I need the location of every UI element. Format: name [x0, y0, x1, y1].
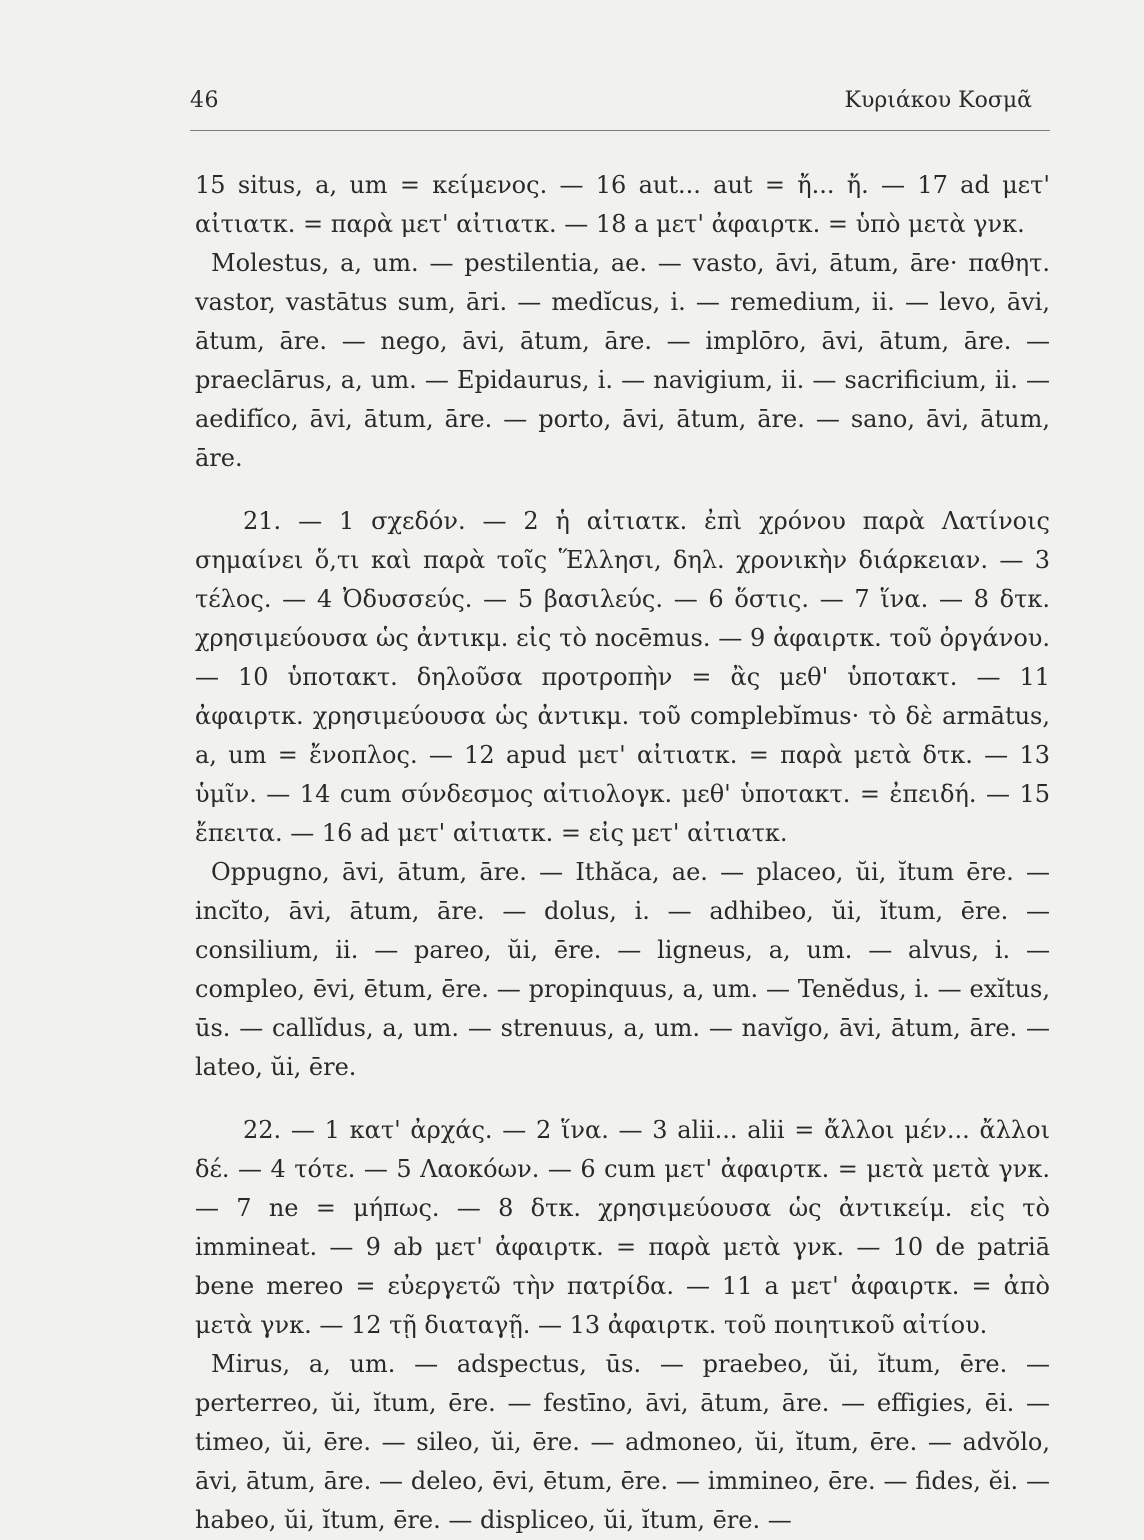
section-number: 21.: [243, 507, 282, 535]
vocabulary-paragraph: Mirus, a, um. — adspectus, ūs. — praebeo, ŭi, ĭtum, ēre. — perterreo, ŭi, ĭtum, ēre. — festīno, āvi, ātum, āre. — effigies, ēi. — timeo, ŭi, ēre. — sileo, ŭi, ēre. — admoneo, ŭi, ĭtum, ēre. — advŏlo, āvi, ātum, āre. — deleo, ēvi, ētum, ēre. — immineo, ēre. — fides, ĕi. — habeo, ŭi, ĭtum, ēre. — displiceo, ŭi, ĭtum, ēre. —: [195, 1350, 1050, 1534]
running-head-author: Κυριάκου Κοσμᾶ: [844, 88, 1032, 113]
page-number: 46: [190, 88, 219, 113]
header-rule: [190, 130, 1050, 131]
section-number: 22.: [243, 1116, 282, 1144]
section-22-notes: [195, 1111, 1050, 1345]
paragraph-continuation: 15 situs, a, um = κείμενος. — 16 aut... aut = ἤ... ἤ. — 17 ad μετ' αἰτιατκ. = παρὰ μετ' αἰτιατκ. — 18 a μετ' ἀφαιρτκ. = ὑπὸ μετὰ γνκ.: [195, 171, 1050, 238]
vocabulary-paragraph: Oppugno, āvi, ātum, āre. — Ithăca, ae. — placeo, ŭi, ĭtum ēre. — incĭto, āvi, ātum, āre. — dolus, i. — adhibeo, ŭi, ĭtum, ēre. — consilium, ii. — pareo, ŭi, ēre. — ligneus, a, um. — alvus, i. — compleo, ēvi, ētum, ēre. — propinquus, a, um. — Tenĕdus, i. — exĭtus, ūs. — callĭdus, a, um. — strenuus, a, um. — navĭgo, āvi, ātum, āre. — lateo, ŭi, ēre.: [195, 858, 1050, 1081]
running-head: [190, 88, 1050, 122]
page-body: [195, 166, 1050, 1540]
section-notes-text: — 1 σχεδόν. — 2 ἡ αἰτιατκ. ἐπὶ χρόνου παρὰ Λατίνοις σημαίνει ὅ,τι καὶ παρὰ τοῖς Ἕλλησι, δηλ. χρονικὴν διάρκειαν. — 3 τέλος. — 4 Ὀδυσσεύς. — 5 βασιλεύς. — 6 ὅστις. — 7 ἵνα. — 8 δτκ. χρησιμεύουσα ὡς ἀντικμ. εἰς τὸ nocēmus. — 9 ἀφαιρτκ. τοῦ ὀργάνου. — 10 ὑποτακτ. δηλοῦσα προτροπὴν = ἂς μεθ' ὑποτακτ. — 11 ἀφαιρτκ. χρησιμεύουσα ὡς ἀντικμ. τοῦ complebĭmus· τὸ δὲ armātus, a, um = ἔνοπλος. — 12 apud μετ' αἰτιατκ. = παρὰ μετὰ δτκ. — 13 ὑμῖν. — 14 cum σύνδεσμος αἰτιολογκ. μεθ' ὑποτακτ. = ἐπειδή. — 15 ἔπειτα. — 16 ad μετ' αἰτιατκ. = εἰς μετ' αἰτιατκ.: [195, 507, 1050, 847]
section-21-notes: [195, 502, 1050, 853]
section-notes-text: — 1 κατ' ἀρχάς. — 2 ἵνα. — 3 alii... alii = ἄλλοι μέν... ἄλλοι δέ. — 4 τότε. — 5 Λαοκόων. — 6 cum μετ' ἀφαιρτκ. = μετὰ μετὰ γνκ. — 7 ne = μήπως. — 8 δτκ. χρησιμεύουσα ὡς ἀντικείμ. εἰς τὸ immineat. — 9 ab μετ' ἀφαιρτκ. = παρὰ μετὰ γνκ. — 10 de patriā bene mereo = εὐεργετῶ τὴν πατρίδα. — 11 a μετ' ἀφαιρτκ. = ἀπὸ μετὰ γνκ. — 12 τῇ διαταγῇ. — 13 ἀφαιρτκ. τοῦ ποιητικοῦ αἰτίου.: [195, 1116, 1050, 1339]
vocabulary-paragraph: Molestus, a, um. — pestilentia, ae. — vasto, āvi, ātum, āre· παθητ. vastor, vastātus sum, āri. — medĭcus, i. — remedium, ii. — levo, āvi, ātum, āre. — nego, āvi, ātum, āre. — implōro, āvi, ātum, āre. — praeclārus, a, um. — Epidaurus, i. — navigium, ii. — sacrificium, ii. — aedifĭco, āvi, ātum, āre. — porto, āvi, ātum, āre. — sano, āvi, ātum, āre.: [195, 249, 1050, 472]
